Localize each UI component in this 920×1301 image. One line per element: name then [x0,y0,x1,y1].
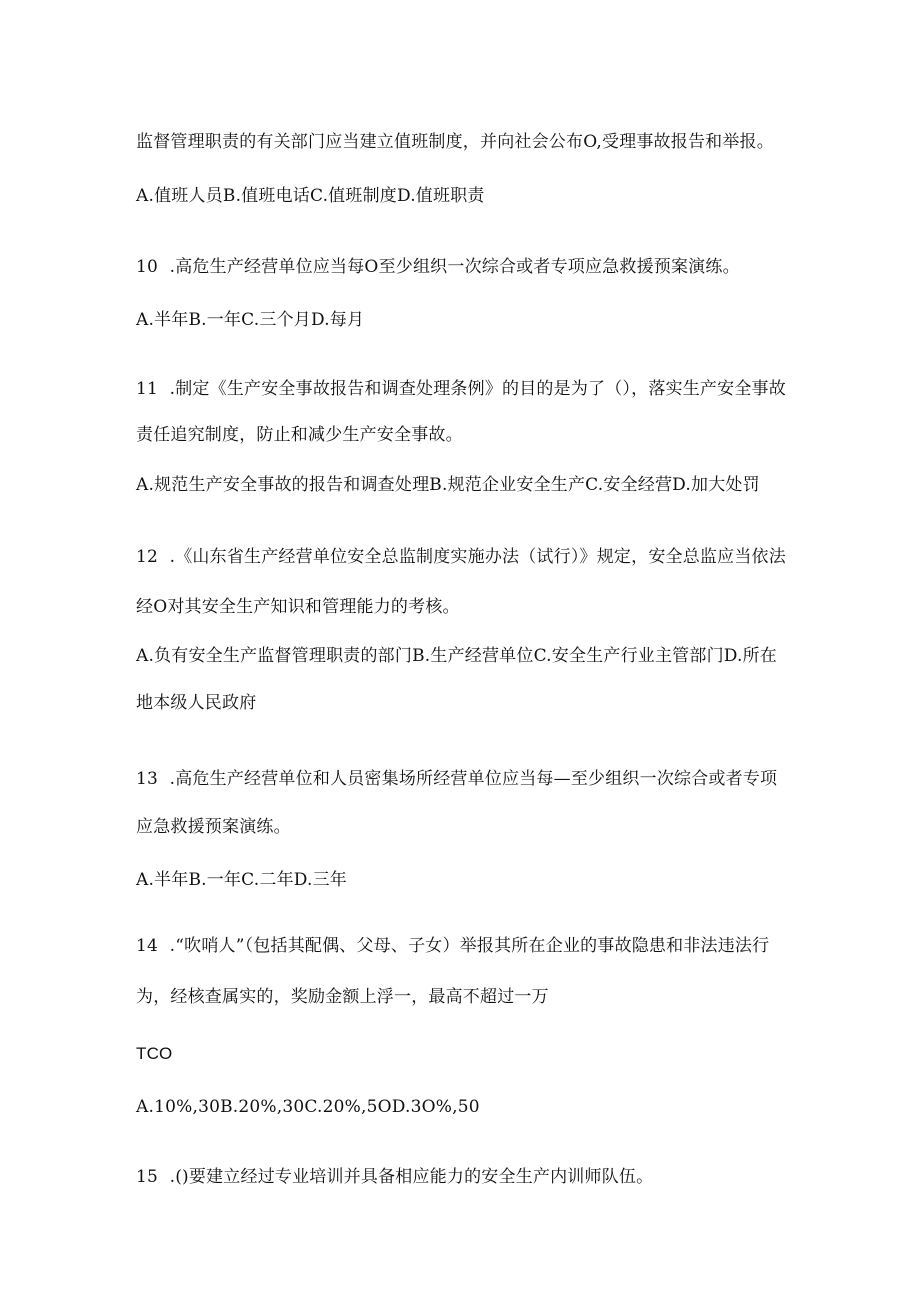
question-11-continuation: 责任追究制度，防止和减少生产安全事故。 [136,425,463,445]
question-12-options: A.负有安全生产监督管理职责的部门B.生产经营单位C.安全生产行业主管部门D.所在 [136,646,778,666]
question-12: 12 .《山东省生产经营单位安全总监制度实施办法（试行）》规定，安全总监应当依法 [136,547,786,567]
question-13: 13 .高危生产经营单位和人员密集场所经营单位应当每—至少组织一次综合或者专项 [136,769,778,789]
question-13-options: A.半年B.一年C.二年D.三年 [136,870,348,890]
question-14-fragment: TCO [136,1044,173,1063]
question-12-continuation: 经O对其安全生产知识和管理能力的考核。 [136,597,460,617]
question-14-continuation: 为，经核查属实的，奖励金额上浮一，最高不超过一万 [136,987,549,1007]
question-14: 14 .“吹哨人”（包括其配偶、父母、子女）举报其所在企业的事故隐患和非法违法行 [136,936,770,956]
question-15: 15 .()要建立经过专业培训并具备相应能力的安全生产内训师队伍。 [136,1167,654,1187]
question-13-continuation: 应急救援预案演练。 [136,817,291,837]
text-line-1: 监督管理职责的有关部门应当建立值班制度，并向社会公布O,受理事故报告和举报。 [136,132,774,152]
text-line-2: A.值班人员B.值班电话C.值班制度D.值班职责 [136,186,485,206]
question-11: 11 .制定《生产安全事故报告和调查处理条例》的目的是为了（），落实生产安全事故 [136,379,786,399]
question-10-options: A.半年B.一年C.三个月D.每月 [136,310,365,330]
question-11-options: A.规范生产安全事故的报告和调查处理B.规范企业安全生产C.安全经营D.加大处罚 [136,475,760,495]
question-10: 10 .高危生产经营单位应当每O至少组织一次综合或者专项应急救援预案演练。 [136,257,740,277]
question-12-options-continuation: 地本级人民政府 [136,693,257,713]
question-14-options: A.10%,30B.20%,30C.20%,5OD.3O%,50 [136,1097,480,1117]
